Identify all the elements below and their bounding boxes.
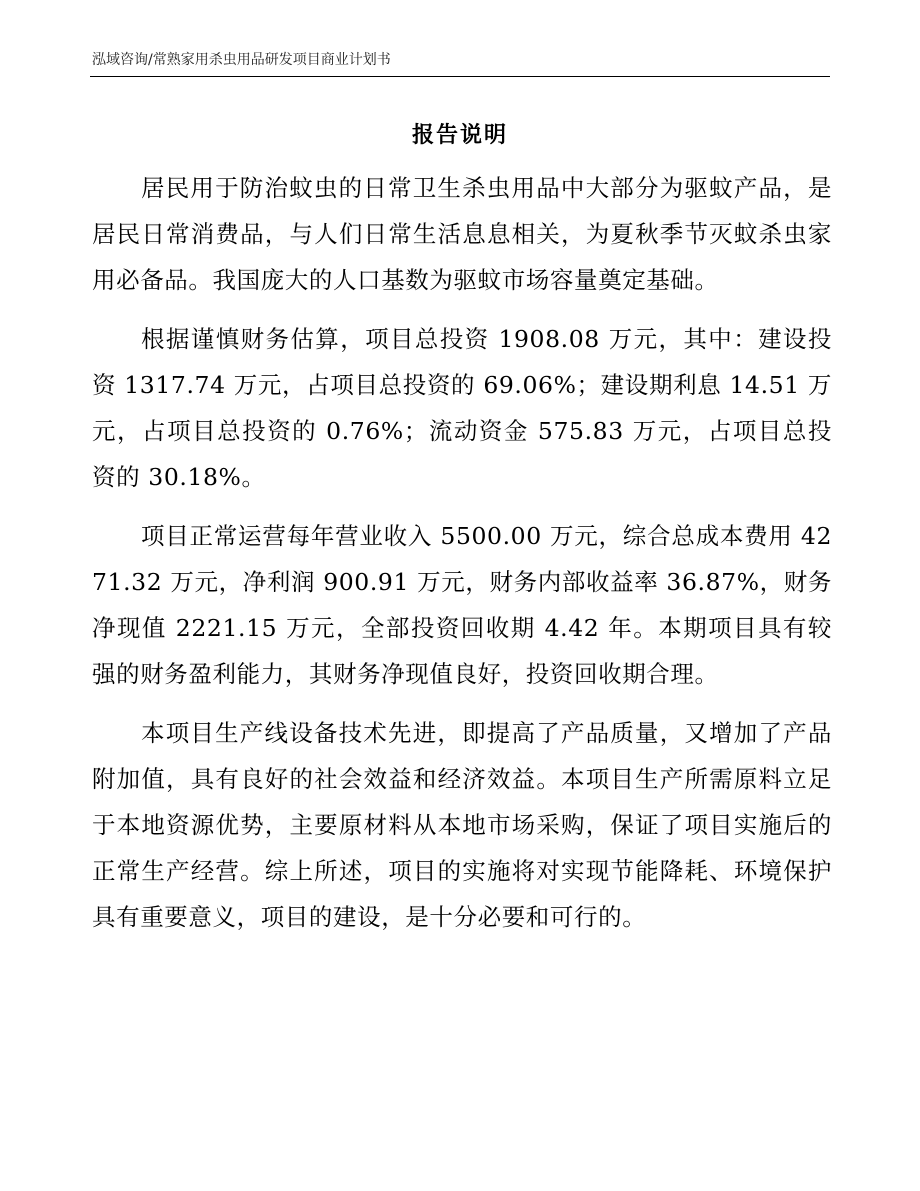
report-body — [92, 165, 832, 953]
paragraph-market-background: 居民用于防治蚊虫的日常卫生杀虫用品中大部分为驱蚊产品，是居民日常消费品，与人们日常生活息息相关，为夏秋季节灭蚊杀虫家用必备品。我国庞大的人口基数为驱蚊市场容量奠定基础。 — [92, 174, 832, 294]
paragraph-financial-returns: 项目正常运营每年营业收入 5500.00 万元，综合总成本费用 4271.32 万元，净利润 900.91 万元，财务内部收益率 36.87%，财务净现值 2221.15 万元，全部投资回收期 4.42 年。本期项目具有较强的财务盈利能力，其财务净现值良好，投资回收期合理。 — [92, 522, 832, 688]
running-header: 泓域咨询/常熟家用杀虫用品研发项目商业计划书 — [92, 52, 391, 68]
paragraph-investment-estimate: 根据谨慎财务估算，项目总投资 1908.08 万元，其中：建设投资 1317.74 万元，占项目总投资的 69.06%；建设期利息 14.51 万元，占项目总投资的 0.76%；流动资金 575.83 万元，占项目总投资的 30.18%。 — [92, 325, 832, 491]
paragraph-project-benefits: 本项目生产线设备技术先进，即提高了产品质量，又增加了产品附加值，具有良好的社会效益和经济效益。本项目生产所需原料立足于本地资源优势，主要原材料从本地市场采购，保证了项目实施后的正常生产经营。综上所述，项目的实施将对实现节能降耗、环境保护具有重要意义，项目的建设，是十分必要和可行的。 — [92, 719, 832, 931]
page-title: 报告说明 — [411, 123, 508, 148]
header-divider — [90, 76, 830, 77]
